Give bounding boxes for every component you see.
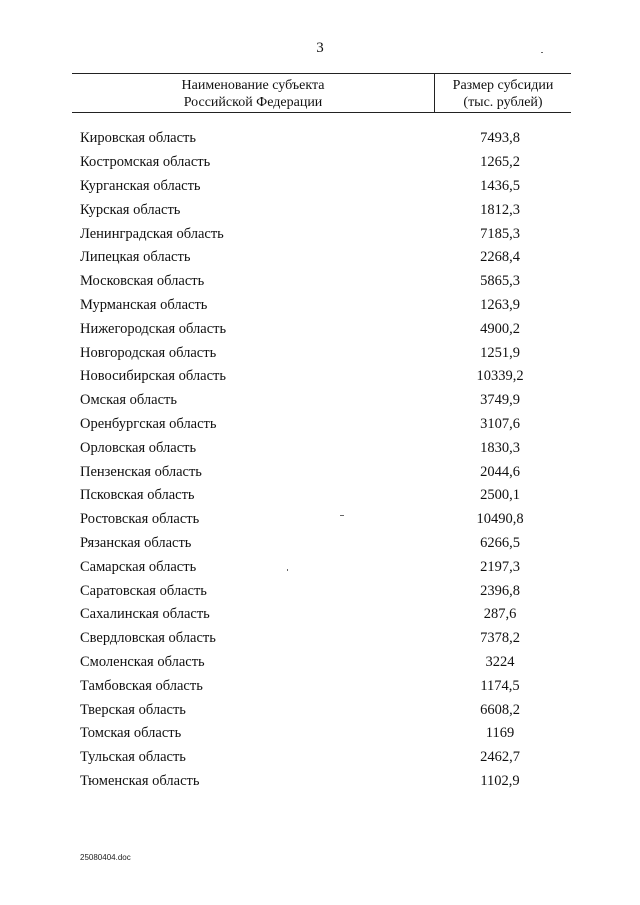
region-name: Саратовская область — [80, 582, 207, 599]
subsidy-value: 2396,8 — [480, 582, 520, 599]
subsidy-value: 1436,5 — [480, 177, 520, 194]
subsidy-value: 10339,2 — [476, 368, 524, 385]
subsidy-value: 2044,6 — [480, 463, 520, 480]
region-name: Тверская область — [80, 701, 186, 718]
header-value-column — [435, 74, 571, 112]
table-row — [80, 365, 560, 389]
region-name: Новосибирская область — [80, 368, 226, 385]
region-name: Липецкая область — [80, 249, 191, 266]
region-name: Новгородская область — [80, 344, 217, 361]
table-row — [80, 698, 560, 722]
region-name: Орловская область — [80, 439, 197, 456]
subsidy-value: 1251,9 — [480, 344, 520, 361]
table-row — [80, 270, 560, 294]
subsidy-value: 1263,9 — [480, 296, 520, 313]
table-row — [80, 722, 560, 746]
table-row — [80, 603, 560, 627]
region-name: Московская область — [80, 273, 205, 290]
table-row — [80, 389, 560, 413]
region-name: Мурманская область — [80, 296, 208, 313]
subsidy-value: 287,6 — [483, 606, 517, 623]
region-name: Костромская область — [80, 154, 211, 171]
header-value-line1: Размер субсидии — [452, 78, 554, 93]
header-name-line2: Российской Федерации — [183, 95, 323, 110]
header-name-line1: Наименование субъекта — [181, 78, 325, 93]
region-name: Смоленская область — [80, 653, 205, 670]
subsidy-value: 1265,2 — [480, 154, 520, 171]
page-number: 3 — [316, 40, 324, 56]
region-name: Курганская область — [80, 177, 201, 194]
region-name: Курская область — [80, 201, 181, 218]
subsidy-value: 1169 — [485, 725, 515, 742]
subsidy-value: 1830,3 — [480, 439, 520, 456]
table-row — [80, 746, 560, 770]
table-row — [80, 508, 560, 532]
table-row — [80, 151, 560, 175]
subsidy-value: 7185,3 — [480, 225, 520, 242]
table-row — [80, 460, 560, 484]
region-name: Тульская область — [80, 749, 186, 766]
subsidy-value: 6608,2 — [480, 701, 520, 718]
subsidy-value: 1102,9 — [480, 772, 520, 789]
table-row — [80, 175, 560, 199]
table-row — [80, 413, 560, 437]
table-row — [80, 770, 560, 794]
table-row — [80, 674, 560, 698]
region-name: Оренбургская область — [80, 415, 217, 432]
subsidy-value: 3224 — [485, 653, 515, 670]
subsidy-value: 2500,1 — [480, 487, 520, 504]
header-value-line2: (тыс. рублей) — [463, 95, 543, 110]
table-body — [80, 127, 560, 793]
document-id: 25080404.doc — [80, 853, 131, 862]
table-row — [80, 222, 560, 246]
subsidy-value: 5865,3 — [480, 273, 520, 290]
subsidy-value: 3749,9 — [480, 392, 520, 409]
table-row — [80, 341, 560, 365]
header-name-column — [72, 74, 434, 112]
subsidy-value: 2268,4 — [480, 249, 520, 266]
region-name: Томская область — [80, 725, 182, 742]
region-name: Пензенская область — [80, 463, 202, 480]
subsidy-value: 7378,2 — [480, 630, 520, 647]
scan-speck — [541, 52, 543, 53]
table-row — [80, 127, 560, 151]
region-name: Свердловская область — [80, 630, 216, 647]
table-row — [80, 436, 560, 460]
scan-speck — [287, 569, 288, 571]
subsidy-value: 1812,3 — [480, 201, 520, 218]
scan-speck — [340, 515, 344, 516]
region-name: Сахалинская область — [80, 606, 210, 623]
subsidy-value: 7493,8 — [480, 130, 520, 147]
region-name: Самарская область — [80, 558, 197, 575]
table-header — [72, 73, 571, 113]
subsidy-value: 3107,6 — [480, 415, 520, 432]
table-row — [80, 246, 560, 270]
region-name: Омская область — [80, 392, 177, 409]
subsidy-value: 2462,7 — [480, 749, 520, 766]
subsidy-value: 10490,8 — [476, 511, 524, 528]
table-row — [80, 317, 560, 341]
subsidy-value: 2197,3 — [480, 558, 520, 575]
subsidy-value: 1174,5 — [480, 677, 520, 694]
table-row — [80, 294, 560, 318]
region-name: Рязанская область — [80, 534, 192, 551]
subsidy-value: 6266,5 — [480, 534, 520, 551]
region-name: Кировская область — [80, 130, 197, 147]
table-row — [80, 484, 560, 508]
table-row — [80, 555, 560, 579]
table-row — [80, 532, 560, 556]
region-name: Ростовская область — [80, 511, 200, 528]
subsidy-value: 4900,2 — [480, 320, 520, 337]
table-row — [80, 198, 560, 222]
region-name: Тюменская область — [80, 772, 200, 789]
table-row — [80, 579, 560, 603]
table-row — [80, 627, 560, 651]
table-row — [80, 651, 560, 675]
region-name: Тамбовская область — [80, 677, 203, 694]
region-name: Ленинградская область — [80, 225, 224, 242]
region-name: Псковская область — [80, 487, 195, 504]
region-name: Нижегородская область — [80, 320, 227, 337]
